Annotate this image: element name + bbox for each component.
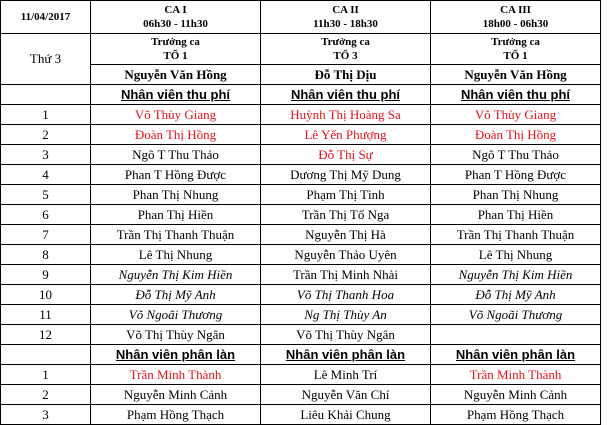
table-row (1, 225, 601, 245)
shift-3-header: CA III 18h00 - 06h30 (431, 1, 601, 34)
staff-name-shift-1: Phan Thị Hiền (91, 205, 261, 225)
row-number: 4 (1, 165, 91, 185)
staff-name-shift-3: Phạm Hồng Thạch (431, 405, 601, 425)
empty-cell (1, 345, 91, 365)
table-row (1, 325, 601, 345)
staff-name-shift-3: Trần Minh Thành (431, 365, 601, 385)
staff-name-shift-1: Lê Thị Nhung (91, 245, 261, 265)
staff-name-shift-3: Phan T Hồng Được (431, 165, 601, 185)
staff-name-shift-2: Dương Thị Mỹ Dung (261, 165, 431, 185)
leader-title-2: Trưởng ca TỔ 3 (261, 34, 431, 65)
row-number: 7 (1, 225, 91, 245)
staff-name-shift-2: Nguyễn Thảo Uyên (261, 245, 431, 265)
staff-name-shift-1: Võ Thùy Giang (91, 105, 261, 125)
lane-heading-3: Nhân viên phân làn (431, 345, 601, 365)
staff-name-shift-2: Nguyễn Thị Hà (261, 225, 431, 245)
staff-name-shift-1: Võ Thị Thùy Ngân (91, 325, 261, 345)
toll-heading-2: Nhân viên thu phí (261, 85, 431, 105)
empty-cell (1, 85, 91, 105)
staff-name-shift-3 (431, 325, 601, 345)
row-number: 11 (1, 305, 91, 325)
toll-section-header (1, 85, 601, 105)
table-row (1, 125, 601, 145)
header-row (1, 1, 601, 34)
leader-title-3: Trưởng ca TỔ 1 (431, 34, 601, 65)
lane-heading-1: Nhân viên phân làn (91, 345, 261, 365)
staff-name-shift-3: Phan Thị Nhung (431, 185, 601, 205)
staff-name-shift-3: Lê Thị Nhung (431, 245, 601, 265)
row-number: 3 (1, 145, 91, 165)
toll-heading-1: Nhân viên thu phí (91, 85, 261, 105)
toll-heading-3: Nhân viên thu phí (431, 85, 601, 105)
staff-name-shift-1: Đoàn Thị Hồng (91, 125, 261, 145)
staff-name-shift-1: Đỗ Thị Mỹ Anh (91, 285, 261, 305)
staff-name-shift-2: Trần Thị Minh Nhài (261, 265, 431, 285)
staff-name-shift-3: Đỗ Thị Mỹ Anh (431, 285, 601, 305)
date-cell: 11/04/2017 (1, 1, 91, 34)
table-row (1, 305, 601, 325)
staff-name-shift-2: Ng Thị Thùy An (261, 305, 431, 325)
staff-name-shift-3: Võ Ngoãi Thương (431, 305, 601, 325)
staff-name-shift-1: Phạm Hồng Thạch (91, 405, 261, 425)
staff-name-shift-1: Nguyễn Thị Kim Hiền (91, 265, 261, 285)
shift-2-header: CA II 11h30 - 18h30 (261, 1, 431, 34)
staff-name-shift-2: Võ Thị Thanh Hoa (261, 285, 431, 305)
staff-name-shift-2: Phạm Thị Tình (261, 185, 431, 205)
staff-name-shift-3: Nguyễn Thị Kim Hiền (431, 265, 601, 285)
row-number: 1 (1, 105, 91, 125)
lane-section-header (1, 345, 601, 365)
table-row (1, 105, 601, 125)
table-row (1, 245, 601, 265)
staff-name-shift-2: Lê Minh Trí (261, 365, 431, 385)
leader-title-1: Trưởng ca TỔ 1 (91, 34, 261, 65)
row-number: 2 (1, 385, 91, 405)
table-row (1, 185, 601, 205)
lane-staff-rows (1, 365, 601, 425)
table-row (1, 385, 601, 405)
lane-heading-2: Nhân viên phân làn (261, 345, 431, 365)
staff-name-shift-2: Võ Thị Thùy Ngân (261, 325, 431, 345)
staff-name-shift-3: Ngô T Thu Thảo (431, 145, 601, 165)
staff-name-shift-1: Trần Minh Thành (91, 365, 261, 385)
staff-name-shift-2: Đỗ Thị Sự (261, 145, 431, 165)
toll-staff-rows (1, 105, 601, 345)
table-row (1, 145, 601, 165)
staff-name-shift-2: Nguyễn Văn Chí (261, 385, 431, 405)
day-cell: Thứ 3 (1, 34, 91, 85)
staff-name-shift-3: Nguyễn Minh Cảnh (431, 385, 601, 405)
row-number: 6 (1, 205, 91, 225)
staff-name-shift-2: Lê Yến Phượng (261, 125, 431, 145)
leader-row (1, 65, 601, 85)
staff-name-shift-3: Trần Thị Thanh Thuận (431, 225, 601, 245)
staff-name-shift-1: Nguyễn Minh Cảnh (91, 385, 261, 405)
row-number: 1 (1, 365, 91, 385)
row-number: 10 (1, 285, 91, 305)
table-row (1, 265, 601, 285)
staff-name-shift-1: Trần Thị Thanh Thuận (91, 225, 261, 245)
row-number: 9 (1, 265, 91, 285)
staff-name-shift-1: Phan T Hồng Được (91, 165, 261, 185)
staff-name-shift-2: Liêu Khải Chung (261, 405, 431, 425)
staff-name-shift-1: Võ Ngoãi Thương (91, 305, 261, 325)
table-row (1, 285, 601, 305)
leader-name-1: Nguyễn Văn Hồng (91, 65, 261, 85)
row-number: 5 (1, 185, 91, 205)
staff-name-shift-3: Võ Thùy Giang (431, 105, 601, 125)
team-row (1, 34, 601, 65)
row-number: 12 (1, 325, 91, 345)
staff-name-shift-2: Trần Thị Tố Nga (261, 205, 431, 225)
row-number: 8 (1, 245, 91, 265)
table-row (1, 205, 601, 225)
table-row (1, 165, 601, 185)
table-row (1, 365, 601, 385)
staff-name-shift-1: Ngô T Thu Thảo (91, 145, 261, 165)
leader-name-3: Nguyễn Văn Hồng (431, 65, 601, 85)
staff-name-shift-2: Huỳnh Thị Hoàng Sa (261, 105, 431, 125)
shift-1-header: CA I 06h30 - 11h30 (91, 1, 261, 34)
leader-name-2: Đỗ Thị Dịu (261, 65, 431, 85)
row-number: 3 (1, 405, 91, 425)
table-row (1, 405, 601, 425)
staff-name-shift-3: Đoàn Thị Hồng (431, 125, 601, 145)
staff-name-shift-3: Phan Thị Hiền (431, 205, 601, 225)
staff-name-shift-1: Phan Thị Nhung (91, 185, 261, 205)
row-number: 2 (1, 125, 91, 145)
